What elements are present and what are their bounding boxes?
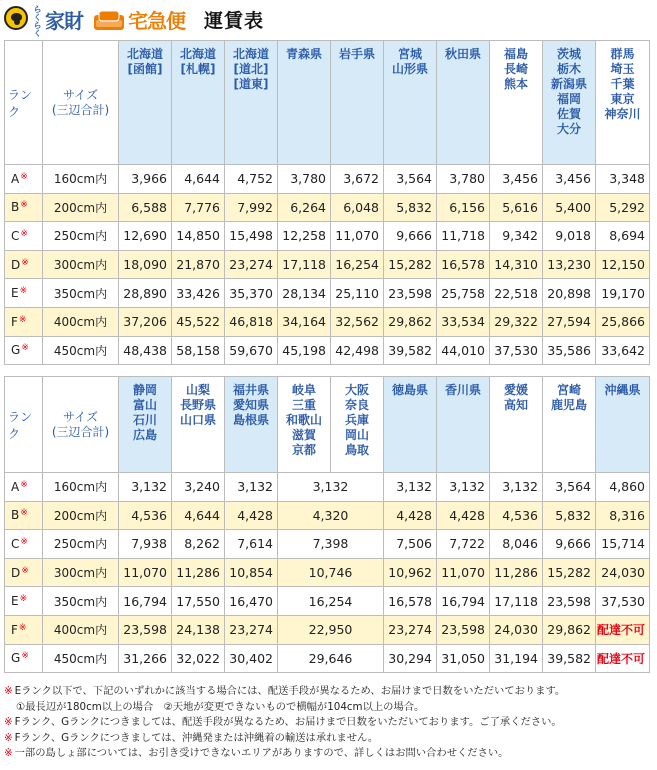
rate-cell: 18,090 bbox=[119, 250, 172, 279]
rate-cell: 5,616 bbox=[490, 193, 543, 222]
rate-cell: 29,322 bbox=[490, 307, 543, 336]
size-cell: 350cm内 bbox=[43, 279, 119, 308]
size-cell: 250cm内 bbox=[43, 222, 119, 251]
kazai-title: 家財 bbox=[45, 9, 83, 33]
rank-note-mark: ※ bbox=[19, 286, 28, 297]
rank-header: ランク bbox=[5, 377, 43, 473]
sofa-icon bbox=[93, 9, 125, 31]
note-mark: ※ bbox=[4, 747, 13, 759]
rate-cell: 45,198 bbox=[278, 336, 331, 365]
rate-cell: 42,498 bbox=[331, 336, 384, 365]
rate-cell: 33,426 bbox=[172, 279, 225, 308]
rank-note-mark: ※ bbox=[20, 200, 28, 211]
rate-cell: 25,758 bbox=[437, 279, 490, 308]
rate-cell: 19,170 bbox=[596, 279, 650, 308]
rate-cell: 29,862 bbox=[543, 615, 596, 644]
size-cell: 300cm内 bbox=[43, 558, 119, 587]
region-header: 福井県 愛知県 島根県 bbox=[225, 377, 278, 473]
size-header: サイズ (三辺合計) bbox=[43, 41, 119, 165]
note-line: ※ 一部の島しょ部については、お引き受けできないエリアがありますので、詳しくはお問い合わせください。 bbox=[4, 747, 509, 759]
rate-cell: 3,348 bbox=[596, 165, 650, 194]
rate-cell: 4,320 bbox=[278, 501, 384, 530]
rate-cell: 59,670 bbox=[225, 336, 278, 365]
rate-cell: 16,254 bbox=[331, 250, 384, 279]
rate-cell: 25,866 bbox=[596, 307, 650, 336]
rate-cell: 9,342 bbox=[490, 222, 543, 251]
rate-cell: 5,832 bbox=[543, 501, 596, 530]
rate-cell: 8,694 bbox=[596, 222, 650, 251]
rate-cell: 7,398 bbox=[278, 530, 384, 559]
rank-note-mark: ※ bbox=[21, 343, 29, 354]
rate-cell: 32,562 bbox=[331, 307, 384, 336]
rate-cell: 35,586 bbox=[543, 336, 596, 365]
takkyubin-title: 宅急便 bbox=[128, 9, 185, 33]
region-header: 香川県 bbox=[437, 377, 490, 473]
rate-cell: 4,536 bbox=[490, 501, 543, 530]
rate-row bbox=[5, 558, 650, 587]
rate-cell: 31,266 bbox=[119, 644, 172, 673]
rate-cell: 6,048 bbox=[331, 193, 384, 222]
rate-cell: 33,642 bbox=[596, 336, 650, 365]
rate-cell: 35,370 bbox=[225, 279, 278, 308]
size-cell: 350cm内 bbox=[43, 587, 119, 616]
rate-cell: 7,614 bbox=[225, 530, 278, 559]
region-header: 福島 長崎 熊本 bbox=[490, 41, 543, 165]
rank-cell: A※ bbox=[5, 165, 43, 194]
rate-cell: 11,286 bbox=[172, 558, 225, 587]
rate-cell: 16,254 bbox=[278, 587, 384, 616]
rate-row bbox=[5, 530, 650, 559]
rate-cell: 6,264 bbox=[278, 193, 331, 222]
rate-cell: 3,132 bbox=[225, 473, 278, 502]
rate-row bbox=[5, 250, 650, 279]
rate-cell: 4,644 bbox=[172, 501, 225, 530]
rate-cell: 23,274 bbox=[225, 250, 278, 279]
size-cell: 450cm内 bbox=[43, 644, 119, 673]
rate-cell: 8,316 bbox=[596, 501, 650, 530]
rate-cell: 4,428 bbox=[225, 501, 278, 530]
rate-cell: 48,438 bbox=[119, 336, 172, 365]
rank-note-mark: ※ bbox=[21, 565, 29, 576]
rate-cell: 12,150 bbox=[596, 250, 650, 279]
rate-row bbox=[5, 587, 650, 616]
rate-cell: 34,164 bbox=[278, 307, 331, 336]
region-header: 秋田県 bbox=[437, 41, 490, 165]
raku-label: らくらく bbox=[33, 5, 42, 38]
rate-row bbox=[5, 336, 650, 365]
rate-row bbox=[5, 307, 650, 336]
rank-cell: G※ bbox=[5, 644, 43, 673]
region-header: 徳島県 bbox=[384, 377, 437, 473]
rank-note-mark: ※ bbox=[18, 314, 27, 325]
rate-cell: 4,860 bbox=[596, 473, 650, 502]
region-header: 北海道 [札幌] bbox=[172, 41, 225, 165]
rate-cell: 46,818 bbox=[225, 307, 278, 336]
rate-cell: 3,564 bbox=[543, 473, 596, 502]
size-cell: 300cm内 bbox=[43, 250, 119, 279]
rate-cell: 7,992 bbox=[225, 193, 278, 222]
rate-cell: 14,310 bbox=[490, 250, 543, 279]
rate-cell: 8,046 bbox=[490, 530, 543, 559]
rate-cell: 37,530 bbox=[490, 336, 543, 365]
rate-cell: 32,022 bbox=[172, 644, 225, 673]
size-header: サイズ (三辺合計) bbox=[43, 377, 119, 473]
rate-cell: 23,598 bbox=[437, 615, 490, 644]
rate-cell: 16,578 bbox=[384, 587, 437, 616]
rate-cell: 5,832 bbox=[384, 193, 437, 222]
rate-cell: 23,598 bbox=[119, 615, 172, 644]
rate-cell: 4,536 bbox=[119, 501, 172, 530]
rank-cell: E※ bbox=[5, 279, 43, 308]
rank-cell: B※ bbox=[5, 501, 43, 530]
rank-cell: F※ bbox=[5, 615, 43, 644]
region-header: 宮崎 鹿児島 bbox=[543, 377, 596, 473]
rate-cell: 24,030 bbox=[490, 615, 543, 644]
rate-cell: 11,718 bbox=[437, 222, 490, 251]
rate-cell: 33,534 bbox=[437, 307, 490, 336]
rate-cell: 3,240 bbox=[172, 473, 225, 502]
page-title: 運賃表 bbox=[204, 10, 265, 32]
rate-cell: 22,518 bbox=[490, 279, 543, 308]
rate-cell: 10,962 bbox=[384, 558, 437, 587]
rate-cell: 11,286 bbox=[490, 558, 543, 587]
rate-table-2 bbox=[4, 376, 650, 673]
region-header: 山梨 長野県 山口県 bbox=[172, 377, 225, 473]
note-line: ※ Eランク以下で、下記のいずれかに該当する場合には、配送手段が異なるため、お届けまで日数をいただいております。 bbox=[4, 685, 566, 697]
region-header: 青森県 bbox=[278, 41, 331, 165]
size-cell: 250cm内 bbox=[43, 530, 119, 559]
rate-cell: 39,582 bbox=[543, 644, 596, 673]
note-line: ※ Fランク、Gランクにつきましては、配送手段が異なるため、お届けまで日数をいただいております。ご了承ください。 bbox=[4, 716, 562, 728]
region-header: 北海道 [道北] [道東] bbox=[225, 41, 278, 165]
rate-cell: 16,470 bbox=[225, 587, 278, 616]
rate-cell: 17,118 bbox=[278, 250, 331, 279]
rate-cell: 30,402 bbox=[225, 644, 278, 673]
size-cell: 160cm内 bbox=[43, 165, 119, 194]
rank-cell: B※ bbox=[5, 193, 43, 222]
rate-cell: 4,644 bbox=[172, 165, 225, 194]
rate-cell: 37,530 bbox=[596, 587, 650, 616]
rank-note-mark: ※ bbox=[20, 228, 28, 239]
cat-logo-icon bbox=[4, 6, 28, 30]
rate-row bbox=[5, 501, 650, 530]
rate-cell: 24,030 bbox=[596, 558, 650, 587]
rate-cell: 3,780 bbox=[278, 165, 331, 194]
rate-cell: 39,582 bbox=[384, 336, 437, 365]
rate-cell: 4,752 bbox=[225, 165, 278, 194]
region-header: 愛媛 高知 bbox=[490, 377, 543, 473]
rate-cell: 7,506 bbox=[384, 530, 437, 559]
rate-cell: 24,138 bbox=[172, 615, 225, 644]
rate-cell: 3,966 bbox=[119, 165, 172, 194]
rate-cell: 15,282 bbox=[384, 250, 437, 279]
rank-cell: A※ bbox=[5, 473, 43, 502]
rate-cell: 11,070 bbox=[437, 558, 490, 587]
rank-note-mark: ※ bbox=[19, 594, 28, 605]
rank-note-mark: ※ bbox=[20, 508, 28, 519]
rate-cell: 5,400 bbox=[543, 193, 596, 222]
note-line: ※ Fランク、Gランクにつきましては、沖縄発または沖縄着の輸送は承れません。 bbox=[4, 731, 379, 744]
rate-cell: 17,550 bbox=[172, 587, 225, 616]
rate-cell: 3,132 bbox=[437, 473, 490, 502]
rank-note-mark: ※ bbox=[20, 479, 28, 490]
region-header: 群馬 埼玉 千葉 東京 神奈川 bbox=[596, 41, 650, 165]
rate-cell: 58,158 bbox=[172, 336, 225, 365]
rank-note-mark: ※ bbox=[21, 651, 29, 662]
rate-cell: 3,456 bbox=[490, 165, 543, 194]
rate-cell: 37,206 bbox=[119, 307, 172, 336]
region-header: 沖縄県 bbox=[596, 377, 650, 473]
rate-cell: 12,690 bbox=[119, 222, 172, 251]
note-subline: ①最長辺が180cm以上の場合 ②天地が変更できないもので横幅が104cm以上の場合。 bbox=[16, 700, 425, 713]
rate-cell: 28,134 bbox=[278, 279, 331, 308]
rank-cell: C※ bbox=[5, 222, 43, 251]
rate-cell: 9,018 bbox=[543, 222, 596, 251]
note-mark: ※ bbox=[4, 685, 13, 697]
rate-row bbox=[5, 193, 650, 222]
rate-cell: 27,594 bbox=[543, 307, 596, 336]
rate-cell: 14,850 bbox=[172, 222, 225, 251]
rate-row bbox=[5, 222, 650, 251]
rate-cell: 15,714 bbox=[596, 530, 650, 559]
size-cell: 400cm内 bbox=[43, 615, 119, 644]
rate-cell: 配達不可 bbox=[596, 644, 650, 673]
rate-cell: 16,794 bbox=[119, 587, 172, 616]
rate-cell: 3,564 bbox=[384, 165, 437, 194]
rate-cell: 7,938 bbox=[119, 530, 172, 559]
rate-cell: 6,156 bbox=[437, 193, 490, 222]
rate-cell: 17,118 bbox=[490, 587, 543, 616]
rate-cell: 9,666 bbox=[384, 222, 437, 251]
header bbox=[0, 0, 657, 40]
rank-header: ランク bbox=[5, 41, 43, 165]
rate-cell: 3,780 bbox=[437, 165, 490, 194]
region-header: 大阪 奈良 兵庫 岡山 鳥取 bbox=[331, 377, 384, 473]
rate-cell: 7,722 bbox=[437, 530, 490, 559]
rate-cell: 5,292 bbox=[596, 193, 650, 222]
note-mark: ※ bbox=[4, 716, 13, 728]
rate-cell: 3,132 bbox=[119, 473, 172, 502]
rate-cell: 10,854 bbox=[225, 558, 278, 587]
rate-cell: 44,010 bbox=[437, 336, 490, 365]
rate-cell: 3,672 bbox=[331, 165, 384, 194]
header-row bbox=[5, 377, 650, 473]
rate-row bbox=[5, 165, 650, 194]
rate-cell: 25,110 bbox=[331, 279, 384, 308]
rate-cell: 3,132 bbox=[278, 473, 384, 502]
rate-cell: 13,230 bbox=[543, 250, 596, 279]
rate-cell: 15,498 bbox=[225, 222, 278, 251]
rate-row bbox=[5, 615, 650, 644]
rate-row bbox=[5, 644, 650, 673]
rate-cell: 23,598 bbox=[543, 587, 596, 616]
rank-note-mark: ※ bbox=[21, 257, 29, 268]
rate-cell: 3,132 bbox=[384, 473, 437, 502]
rate-cell: 23,598 bbox=[384, 279, 437, 308]
rate-cell: 23,274 bbox=[384, 615, 437, 644]
rate-cell: 11,070 bbox=[331, 222, 384, 251]
rank-note-mark: ※ bbox=[20, 171, 28, 182]
rank-cell: E※ bbox=[5, 587, 43, 616]
rate-cell: 12,258 bbox=[278, 222, 331, 251]
rank-note-mark: ※ bbox=[18, 622, 27, 633]
rate-cell: 配達不可 bbox=[596, 615, 650, 644]
notes bbox=[4, 684, 654, 762]
note-mark: ※ bbox=[4, 731, 13, 744]
rate-cell: 45,522 bbox=[172, 307, 225, 336]
size-cell: 450cm内 bbox=[43, 336, 119, 365]
rate-cell: 16,794 bbox=[437, 587, 490, 616]
rank-cell: C※ bbox=[5, 530, 43, 559]
rate-table-1 bbox=[4, 40, 650, 365]
rate-cell: 29,646 bbox=[278, 644, 384, 673]
rate-cell: 4,428 bbox=[384, 501, 437, 530]
size-cell: 200cm内 bbox=[43, 501, 119, 530]
rate-cell: 8,262 bbox=[172, 530, 225, 559]
rank-cell: D※ bbox=[5, 558, 43, 587]
rate-cell: 3,456 bbox=[543, 165, 596, 194]
size-cell: 400cm内 bbox=[43, 307, 119, 336]
header-row bbox=[5, 41, 650, 165]
rate-cell: 29,862 bbox=[384, 307, 437, 336]
region-header: 宮城 山形県 bbox=[384, 41, 437, 165]
rate-cell: 31,050 bbox=[437, 644, 490, 673]
rate-cell: 16,578 bbox=[437, 250, 490, 279]
rate-cell: 7,776 bbox=[172, 193, 225, 222]
rank-cell: F※ bbox=[5, 307, 43, 336]
rate-cell: 6,588 bbox=[119, 193, 172, 222]
rate-cell: 21,870 bbox=[172, 250, 225, 279]
rate-cell: 11,070 bbox=[119, 558, 172, 587]
size-cell: 200cm内 bbox=[43, 193, 119, 222]
region-header: 北海道 [函館] bbox=[119, 41, 172, 165]
region-header: 岐阜 三重 和歌山 滋賀 京都 bbox=[278, 377, 331, 473]
rank-cell: G※ bbox=[5, 336, 43, 365]
region-header: 岩手県 bbox=[331, 41, 384, 165]
rate-cell: 9,666 bbox=[543, 530, 596, 559]
rate-row bbox=[5, 473, 650, 502]
rate-cell: 23,274 bbox=[225, 615, 278, 644]
rank-cell: D※ bbox=[5, 250, 43, 279]
rate-cell: 30,294 bbox=[384, 644, 437, 673]
rate-cell: 15,282 bbox=[543, 558, 596, 587]
rate-row bbox=[5, 279, 650, 308]
size-cell: 160cm内 bbox=[43, 473, 119, 502]
rate-cell: 10,746 bbox=[278, 558, 384, 587]
region-header: 茨城 栃木 新潟県 福岡 佐賀 大分 bbox=[543, 41, 596, 165]
rate-cell: 4,428 bbox=[437, 501, 490, 530]
region-header: 静岡 富山 石川 広島 bbox=[119, 377, 172, 473]
rate-cell: 20,898 bbox=[543, 279, 596, 308]
rate-cell: 22,950 bbox=[278, 615, 384, 644]
rate-cell: 28,890 bbox=[119, 279, 172, 308]
rank-note-mark: ※ bbox=[20, 536, 28, 547]
rate-cell: 31,194 bbox=[490, 644, 543, 673]
rate-cell: 3,132 bbox=[490, 473, 543, 502]
